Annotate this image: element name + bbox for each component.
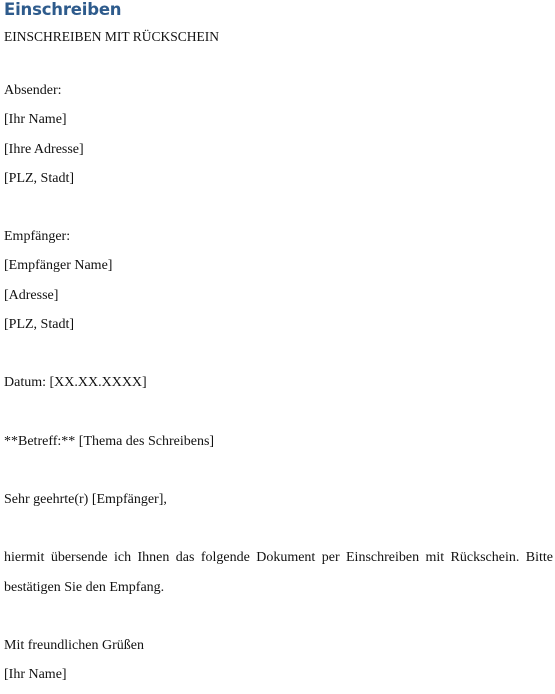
sender-address: [Ihre Adresse] — [4, 141, 84, 157]
document-subtitle: EINSCHREIBEN MIT RÜCKSCHEIN — [4, 29, 220, 44]
closing: Mit freundlichen Grüßen — [4, 637, 144, 653]
body-paragraph: hiermit übersende ich Ihnen das folgende Dokument per Einschreiben mit Rückschein. Bitte bestätigen Sie den Empfang. — [4, 550, 553, 595]
subject-line: **Betreff:** [Thema des Schreibens] — [4, 433, 215, 449]
sender-block — [4, 76, 553, 193]
spacer — [4, 456, 553, 485]
recipient-label: Empfänger: — [4, 229, 71, 245]
spacer — [4, 602, 553, 631]
salutation: Sehr geehrte(r) [Empfänger], — [4, 491, 167, 507]
spacer — [4, 47, 553, 76]
date-line: Datum: [XX.XX.XXXX] — [4, 375, 147, 391]
recipient-address: [Adresse] — [4, 287, 59, 303]
spacer — [4, 193, 553, 222]
spacer — [4, 339, 553, 368]
spacer — [4, 514, 553, 543]
signature: [Ihr Name] — [4, 667, 67, 683]
sender-city: [PLZ, Stadt] — [4, 170, 74, 186]
sender-name: [Ihr Name] — [4, 112, 67, 128]
sender-label: Absender: — [4, 83, 62, 99]
recipient-name: [Empfänger Name] — [4, 258, 113, 274]
spacer — [4, 397, 553, 426]
document-heading: Einschreiben — [4, 0, 122, 19]
recipient-block — [4, 222, 553, 339]
recipient-city: [PLZ, Stadt] — [4, 316, 74, 332]
